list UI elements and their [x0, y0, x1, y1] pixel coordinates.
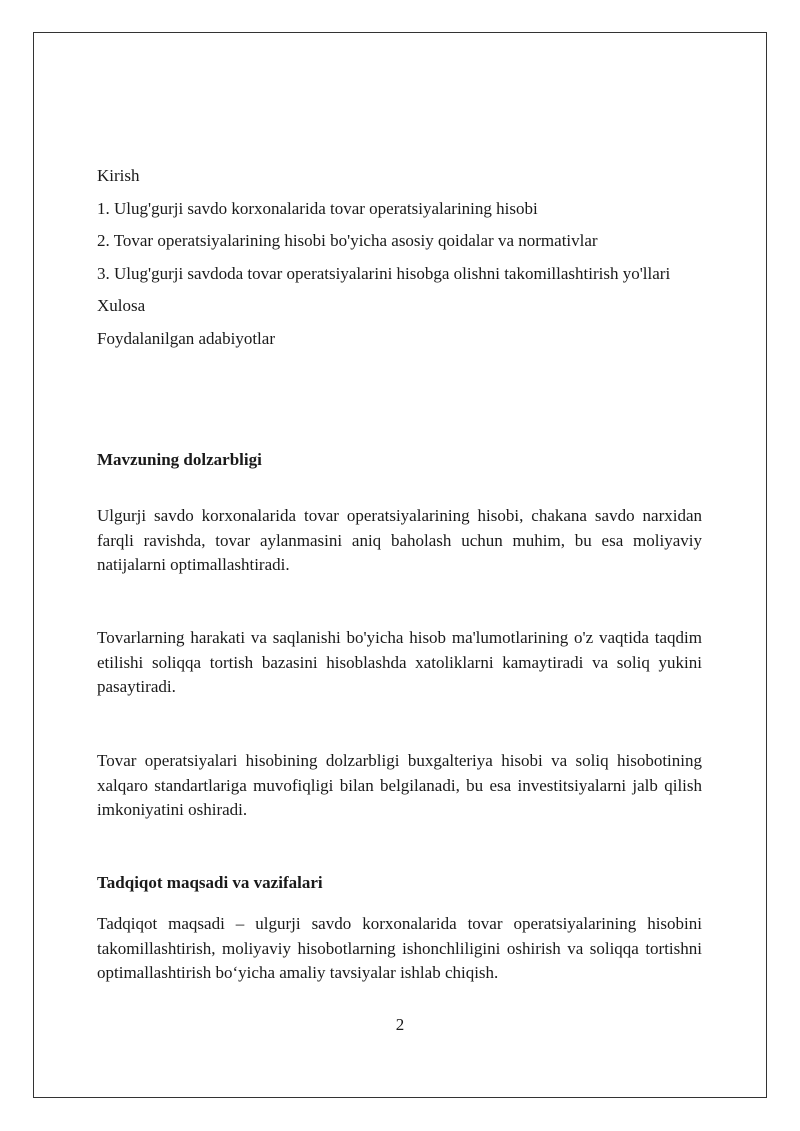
paragraph-relevance-1: Ulgurji savdo korxonalarida tovar operatsiyalarining hisobi, chakana savdo narxidan farqli ravishda, tovar aylanmasini aniq baholash uchun muhim, bu esa moliyaviy natijalarni optimallashtiradi.	[97, 506, 702, 574]
toc-item-1: 1. Ulug'gurji savdo korxonalarida tovar operatsiyalarining hisobi	[97, 198, 538, 218]
table-of-contents	[97, 160, 702, 356]
section-heading-relevance: Mavzuning dolzarbligi	[97, 450, 262, 469]
toc-item-3: 3. Ulug'gurji savdoda tovar operatsiyalarini hisobga olishni takomillashtirish yo'llari	[97, 263, 671, 283]
section-heading-goals: Tadqiqot maqsadi va vazifalari	[97, 873, 323, 892]
page-number: 2	[395, 1015, 405, 1034]
toc-item-2: 2. Tovar operatsiyalarining hisobi bo'yicha asosiy qoidalar va normativlar	[97, 231, 598, 251]
paragraph-relevance-3: Tovar operatsiyalari hisobining dolzarbligi buxgalteriya hisobi va soliq hisobotining xalqaro standartlariga muvofiqligi bilan belgilanadi, bu esa investitsiyalarni jalb qilish imkoniyatini oshiradi.	[97, 751, 702, 819]
toc-item-intro: Kirish	[97, 166, 140, 185]
paragraph-goals-1: Tadqiqot maqsadi – ulgurji savdo korxonalarida tovar operatsiyalarining hisobini takomillashtirish, moliyaviy hisobotlarning ishonchliligini oshirish va soliqqa tortishni optimallashtirish bo‘yicha amaliy tavsiyalar ishlab chiqish.	[97, 914, 702, 982]
toc-item-conclusion: Xulosa	[97, 296, 146, 316]
paragraph-relevance-2: Tovarlarning harakati va saqlanishi bo'yicha hisob ma'lumotlarining o'z vaqtida taqdim etilishi soliqqa tortish bazasini hisoblashda xatoliklarni kamaytiradi va soliq yukini pasaytiradi.	[97, 628, 702, 696]
toc-item-references: Foydalanilgan adabiyotlar	[97, 328, 275, 348]
